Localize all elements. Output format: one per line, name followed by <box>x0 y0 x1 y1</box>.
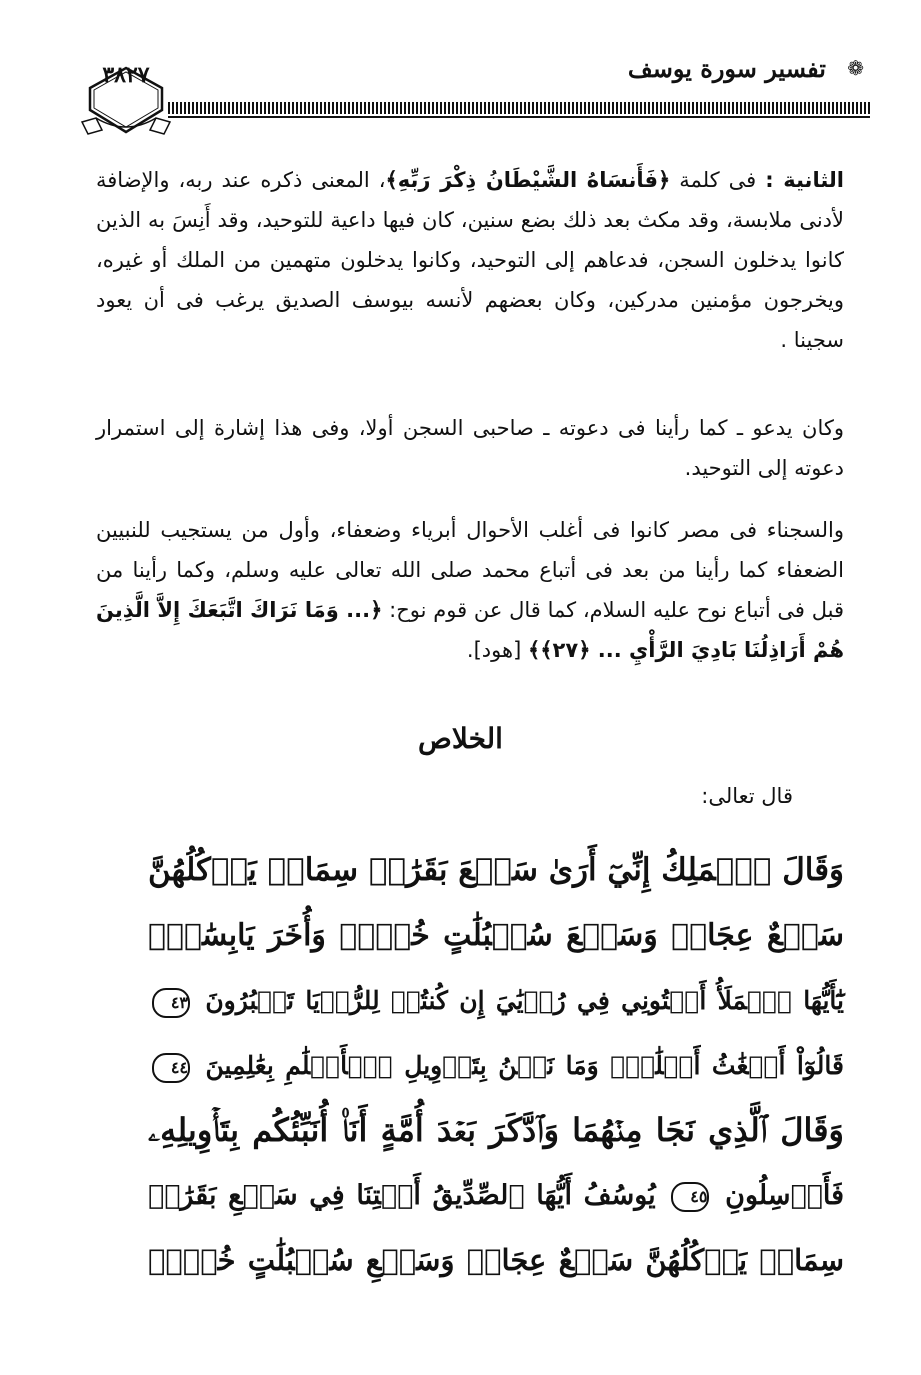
paragraph-2 <box>96 408 844 488</box>
quran-line: قَالُوٓاْ أَضۡغَٰثُ أَحۡلَٰمٖۖ وَمَا نَحۡنُ بِتَأۡوِيلِ ٱلۡأَحۡلَٰمِ بِعَٰلِمِينَ ٤٤ <box>148 1033 844 1098</box>
running-title: تفسير سورة يوسف <box>627 54 826 83</box>
paragraph-1 <box>96 160 844 360</box>
section-heading: الخلاص <box>418 722 503 755</box>
header-rule <box>168 102 870 114</box>
paragraph-text: والسجناء فى مصر كانوا فى أغلب الأحوال أبرياء وضعفاء، وأول من يستجيب للنبيين الضعفاء كما رأينا من بعد فى أتباع محمد صلى الله تعالى عليه وسلم، وكما رأينا من قبل فى أتباع نوح عليه السلام، كما قال عن قوم نوح: <box>96 518 844 622</box>
ayah-number-marker: ٤٤ <box>152 1053 190 1083</box>
surah-reference: [هود]. <box>466 638 528 662</box>
paragraph-text: وكان يدعو ـ كما رأينا فى دعوته ـ صاحبى السجن أولا، وفى هذا إشارة إلى استمرار دعوته إلى التوحيد. <box>96 416 844 480</box>
ayah-number-marker: ٤٥ <box>671 1182 709 1212</box>
paragraph-text: ، المعنى ذكره عند ربه، والإضافة لأدنى ملابسة، وقد مكث بعد ذلك بضع سنين، كان فيها داعية للتوحيد، وقد أَنِسَ به الذين كانوا يدخلون السجن، فدعاهم إلى التوحيد، وكانوا يدخلون متهمين من الملك أو غيره، ويخرجون مؤمنين مدركين، وكان بعضهم لأنسه بيوسف الصديق يرغب فى أن يعود سجينا . <box>96 168 844 352</box>
quran-line: فَأَرۡسِلُونِ ٤٥ يُوسُفُ أَيُّهَا ٱلصِّدِّيقُ أَفۡتِنَا فِي سَبۡعِ بَقَرَٰتٖ <box>148 1180 844 1211</box>
paragraph-lead: الثانية : <box>765 168 844 192</box>
quran-line: سَبۡعٌ عِجَافٞ وَسَبۡعَ سُنۢبُلَٰتٍ خُضۡرٖ وَأُخَرَ يَابِسَٰتٖۖ <box>148 918 844 953</box>
quran-line: وَقَالَ ٱلَّذِي نَجَا مِنۡهُمَا وَٱدَّكَرَ بَعۡدَ أُمَّةٍ أَنَا۠ أُنَبِّئُكُم بِتَأۡوِيلِهِۦ <box>148 1111 844 1149</box>
page-number: ٣٨٢٧ <box>102 62 150 88</box>
section-intro: قال تعالى: <box>701 784 793 808</box>
quran-line: سِمَانٖ يَأۡكُلُهُنَّ سَبۡعٌ عِجَافٞ وَسَبۡعِ سُنۢبُلَٰتٍ خُضۡرٖ <box>148 1243 844 1277</box>
page-header <box>80 44 870 144</box>
quran-line: يَٰٓأَيُّهَا ٱلۡمَلَأُ أَفۡتُونِي فِي رُءۡيَٰيَ إِن كُنتُمۡ لِلرُّءۡيَا تَعۡبُرُونَ ٤٣ <box>148 968 844 1033</box>
quran-passage <box>148 838 844 1293</box>
quran-line: وَقَالَ ٱلۡمَلِكُ إِنِّيٓ أَرَىٰ سَبۡعَ بَقَرَٰتٖ سِمَانٖ يَأۡكُلُهُنَّ <box>148 852 844 888</box>
paragraph-text: فى كلمة <box>670 168 766 192</box>
paragraph-3 <box>96 510 844 670</box>
ayah-number-marker: ٤٣ <box>152 988 190 1018</box>
quran-quote: ﴿... وَمَا نَرَاكَ اتَّبَعَكَ إِلاَّ الَّذِينَ هُمْ أَرَاذِلُنَا بَادِيَ الرَّأْيِ ... ﴿٢٧﴾﴾ <box>96 598 844 662</box>
header-rule-line <box>168 116 870 118</box>
header-ornament-icon: ❁ <box>847 56 864 80</box>
quran-quote: ﴿فَأَنسَاهُ الشَّيْطَانُ ذِكْرَ رَبِّهِ﴾ <box>385 168 671 192</box>
